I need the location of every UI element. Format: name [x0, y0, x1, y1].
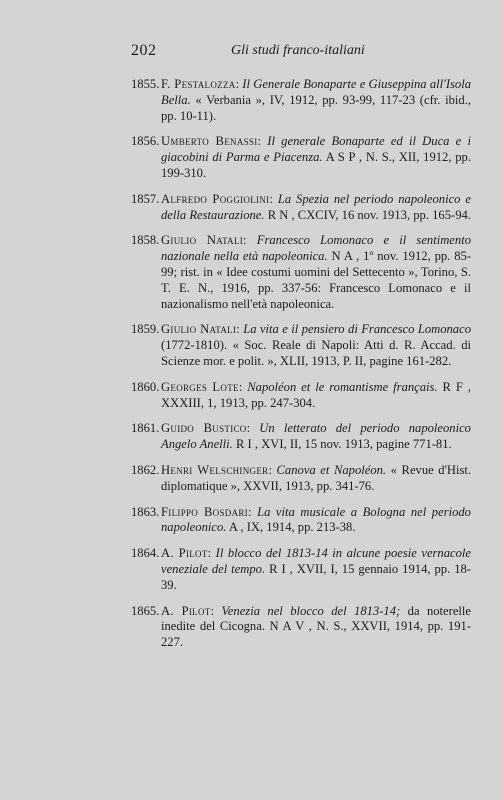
entry-title: Canova et Napoléon.: [276, 462, 387, 477]
entry-citation: R N , CXCIV, 16 nov. 1913, pp. 165-94.: [267, 207, 471, 222]
page-number: 202: [131, 42, 157, 59]
entry-title: Il Generale Bonaparte e Giuseppina all'Isola Bella.: [161, 77, 472, 107]
bibliography-entry: 1859. Giulio Natali: La vita e il pensiero di Francesco Lomonaco (1772-1810). « Soc. Reale di Napoli: Atti d. R. Accad. di Scienze mor. e polit. », XLII, 1913, P. II, pagine 161-282.: [131, 322, 471, 368]
entry-number: 1861.: [131, 421, 160, 436]
entry-author: Umberto Benassi: [161, 134, 258, 149]
entry-title: Il generale Bonaparte ed il Duca e i giacobini di Parma e Piacenza.: [161, 134, 471, 165]
entry-author: A. Pilot: [161, 603, 211, 618]
entry-number: 1863.: [131, 504, 160, 519]
entry-author: Guido Bustico: [161, 421, 247, 436]
bibliography-entry: 1865. A. Pilot: Venezia nel blocco del 1813-14; da noterelle inedite del Cicogna. N A V , N. S., XXVII, 1914, pp. 191-227.: [131, 603, 472, 650]
bibliography-entry: 1857. Alfredo Poggiolini: La Spezia nel periodo napoleonico e della Restaurazione. R N , CXCIV, 16 nov. 1913, pp. 165-94.: [131, 191, 471, 222]
bibliography-entry: 1863. Filippo Bosdari: La vita musicale a Bologna nel periodo napoleonico. A , IX, 1914, pp. 213-38.: [131, 504, 471, 535]
bibliography-entry: 1864. A. Pilot: Il blocco del 1813-14 in alcune poesie vernacole veneziale del tempo. R I , XVII, I, 15 gennaio 1914, pp. 18-39.: [131, 546, 471, 592]
entry-title: Il blocco del 1813-14 in alcune poesie vernacole veneziale del tempo.: [161, 546, 471, 576]
bibliography-entry: 1856. Umberto Benassi: Il generale Bonaparte ed il Duca e i giacobini di Parma e Piacenza. A S P , N. S., XII, 1912, pp. 199-310.: [131, 134, 471, 180]
entry-title: Napoléon et le romantisme français.: [247, 379, 438, 394]
entry-number: 1858.: [131, 233, 160, 248]
entry-title: La vita e il pensiero di Francesco Lomonaco: [243, 322, 471, 337]
bibliography-entry: 1860. Georges Lote: Napoléon et le romantisme français. R F , XXXIII, 1, 1913, pp. 247-304.: [131, 379, 471, 410]
entry-title: La vita musicale a Bologna nel periodo napoleonico.: [161, 504, 471, 535]
entry-number: 1856.: [131, 134, 160, 149]
entry-author: Alfredo Poggiolini: [161, 191, 270, 206]
entry-citation: A , IX, 1914, pp. 213-38.: [228, 520, 356, 535]
bibliography-entry: 1861. Guido Bustico: Un letterato del periodo napoleonico Angelo Anelli. R I , XVI, II, 15 nov. 1913, pagine 771-81.: [131, 421, 471, 452]
entry-number: 1865.: [131, 603, 160, 618]
entry-citation: A S P , N. S., XII, 1912, pp. 199-310.: [161, 150, 471, 180]
entry-title: Un letterato del periodo napoleonico Angelo Anelli.: [161, 421, 471, 452]
entry-author: Georges Lote: [161, 379, 239, 394]
entry-number: 1862.: [131, 462, 160, 477]
entry-citation: R F , XXXIII, 1, 1913, pp. 247-304.: [161, 379, 471, 410]
entry-number: 1860.: [131, 379, 160, 394]
entry-citation: da noterelle inedite del Cicogna. N A V , N. S., XXVII, 1914, pp. 191-227.: [161, 603, 472, 650]
entry-citation: N A , 1º nov. 1912, pp. 85-99; rist. in « Idee costumi uomini del Settecento », Torino, S. T. E. N., 1916, pp. 337-56: Francesco Lomonaco e il nazionalismo nell'età napoleonica.: [161, 249, 472, 311]
entry-author: Filippo Bosdari: [161, 504, 248, 519]
entry-author: Henri Welschinger: [161, 462, 269, 477]
entry-number: 1864.: [131, 546, 160, 561]
running-title: Gli studi franco-italiani: [231, 43, 365, 58]
entry-citation: « Revue d'Hist. diplomatique », XXVII, 1913, pp. 341-76.: [161, 462, 472, 493]
bibliography-entry: 1862. Henri Welschinger: Canova et Napoléon. « Revue d'Hist. diplomatique », XXVII, 1913, pp. 341-76.: [131, 462, 472, 493]
entry-author: F. Pestalozza: [161, 77, 236, 91]
entry-number: 1857.: [131, 191, 160, 206]
entry-number: 1859.: [131, 322, 160, 337]
entry-citation: « Verbania », IV, 1912, pp. 93-99, 117-23 (cfr. ibid., pp. 10-11).: [161, 92, 471, 123]
entry-citation: R I , XVII, I, 15 gennaio 1914, pp. 18-39.: [161, 561, 471, 592]
entry-author: A. Pilot: [161, 546, 208, 561]
entry-title: Francesco Lomonaco e il sentimento nazionale nella età napoleonica.: [161, 233, 471, 264]
entry-citation: (1772-1810). « Soc. Reale di Napoli: Atti d. R. Accad. di Scienze mor. e polit. », XLII, 1913, P. II, pagine 161-282.: [161, 338, 471, 368]
bibliography-list: [131, 77, 471, 661]
bibliography-entry: 1858. Giulio Natali: Francesco Lomonaco e il sentimento nazionale nella età napoleonica. N A , 1º nov. 1912, pp. 85-99; rist. in « Idee costumi uomini del Settecento », Torino, S. T. E. N., 1916, pp. 337-56: Francesco Lomonaco e il nazionalismo nell'età napoleonica.: [131, 233, 472, 311]
entry-author: Giulio Natali: [161, 233, 244, 248]
bibliography-entry: 1855. F. Pestalozza: Il Generale Bonaparte e Giuseppina all'Isola Bella. « Verbania », IV, 1912, pp. 93-99, 117-23 (cfr. ibid., pp. 10-11).: [131, 77, 472, 123]
entry-citation: R I , XVI, II, 15 nov. 1913, pagine 771-81.: [235, 437, 452, 452]
entry-number: 1855.: [131, 77, 160, 91]
entry-author: Giulio Natali: [161, 322, 237, 337]
entry-title: La Spezia nel periodo napoleonico e della Restaurazione.: [161, 191, 471, 222]
page-header: [131, 42, 471, 62]
entry-title: Venezia nel blocco del 1813-14;: [221, 603, 401, 618]
